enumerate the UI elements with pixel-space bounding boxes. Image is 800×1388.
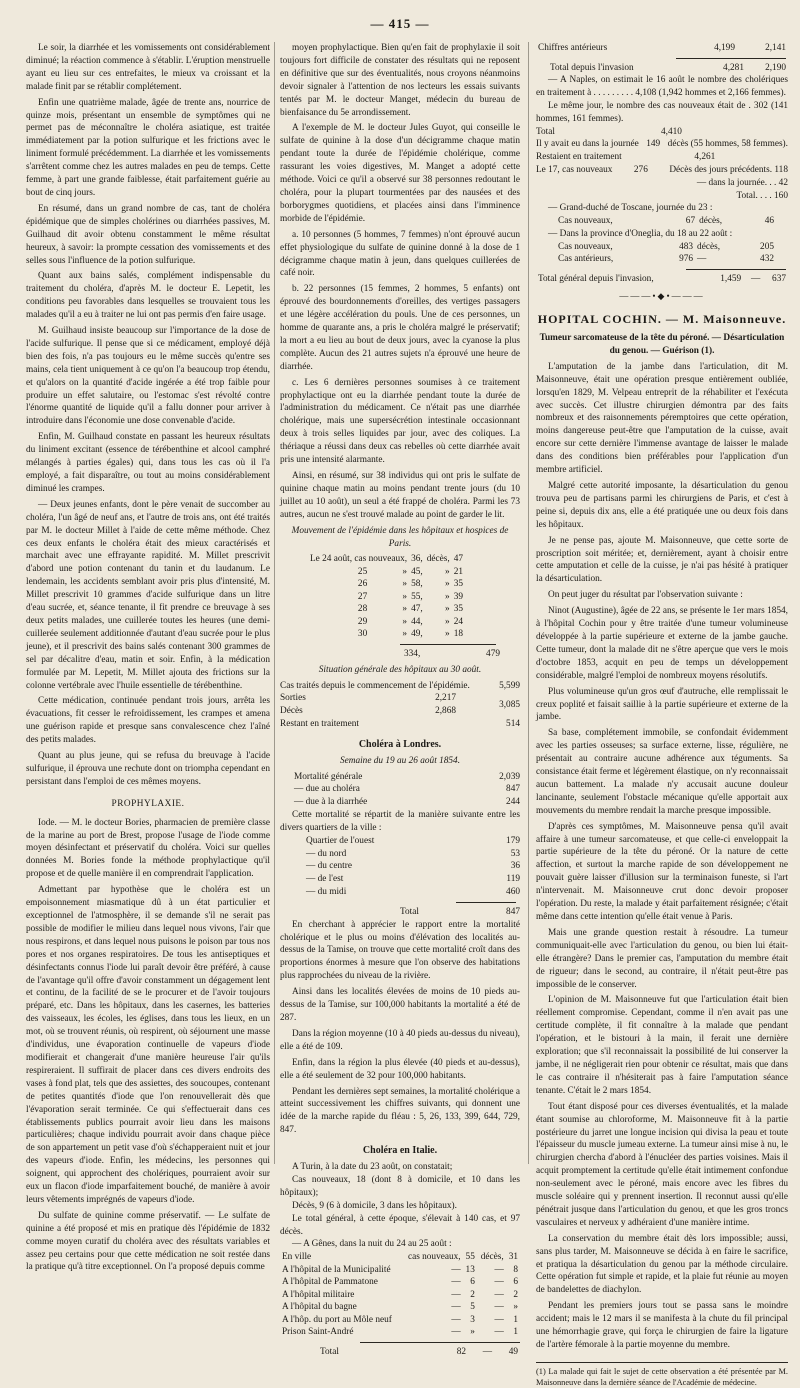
deaths-value: 39 — [453, 591, 463, 602]
paragraph: Pendant les dernières sept semaines, la mortalité cholérique a atteint successivement les chiffres suivants, qui donnent une idée de la marche rapide du fléau : 5, 26, 133, 399, 644, 729, 847. — [280, 1086, 520, 1136]
paragraph: Dans la région moyenne (10 à 40 pieds au-dessus du niveau), elle a été de 109. — [280, 1028, 520, 1052]
row-value: 36 — [510, 861, 520, 872]
paragraph: L'amputation de la jambe dans l'articulation, dit M. Maisonneuve, était une opération presque entièrement oubliée, lorsqu'en 1829, M. Velpeau entreprit de la réhabiliter et l'exécuta avec succès. Cet illustre chirurgien démontra par des faits nombreux et des raisonnements péremptoires que cette opération, moins dangereuse peut-être que l'amputation de la cuisse, avait encore sur cette dernière l'immense avantage de laisser le malade dans des conditions bien préférables pour l'application d'un membre artificiel. — [536, 361, 788, 476]
paragraph: Sa base, complétement immobile, se confondait évidemment avec les parties osseuses; sa surface externe, lisse, régulière, ne présentait au contraire aucune adhérence aux téguments. Sa consistance était ferme et légèrement élastique, on n'y reconnaissait aucun battement. La malade n'y accusait aucune douleur lancinante, seulement l'obstacle mécanique qu'elle apportait aux mouvements du membre rendait la marche presque impossible. — [536, 728, 788, 816]
cases-value: 3 — [470, 1314, 475, 1325]
row-label: Il y avait eu dans la journée — [536, 139, 639, 150]
row-value: 2,141 — [765, 43, 786, 53]
row-label: Prison Saint-André — [282, 1327, 354, 1338]
table-row — [308, 566, 465, 579]
row-value: 4,281 — [723, 62, 744, 73]
paragraph: M. Guilhaud insiste beaucoup sur l'importance de la dose de l'acide sulfurique. Il pense que si ce médicament, employé déjà bien des fois, n'a pas toujours eu le même succès qu'entre ses mains, cela tient uniquement à ce qu'on l'a beaucoup trop étendu, et qu'alors on la quantité d'acide ingérée a été trop faible pour produire un effet salutaire, ou l'estomac s'est révolté contre l'énorme quantité de liquide qu'il a fallu donner pour arriver à introduire dans l'économie une dose convenable d'acide. — [26, 326, 270, 427]
naples-row — [536, 164, 788, 177]
row-label: — de l'est — [306, 874, 344, 885]
footnote: (1) La malade qui fait le sujet de cette observation a été présentée par M. Maisonneuve dans la dernière séance de l'Académie de médecine. — [536, 1362, 788, 1388]
cell: 483 — [679, 241, 694, 252]
deaths-value: 21 — [453, 566, 463, 577]
paragraph: La conservation du membre était dès lors impossible; aussi, sans plus tarder, M. Maisonneuve se décida à en faire le sacrifice, et pratiqua la désarticulation du genou par la méthode circulaire. Cette opération fut simple et rapide, et la plaie fut réunie au moyen de bandelettes de diachylon. — [536, 1233, 788, 1296]
ditto-mark: » — [445, 566, 450, 577]
quartier-row — [306, 886, 520, 899]
row-value: 514 — [506, 719, 520, 730]
ditto-mark: » — [445, 616, 450, 627]
row-value: 847 — [506, 784, 520, 795]
table-row — [280, 1276, 520, 1289]
day-label: 28 — [357, 604, 368, 615]
mortality-row — [294, 783, 520, 796]
deaths-value: 2 — [513, 1289, 518, 1300]
paragraph: Tout étant disposé pour ces diverses éventualités, et la malade étant soumise au chloroforme, M. Maisonneuve fit à la partie postérieure du jarret une longue incision qui divisa la peau et toute l'épaisseur du muscle jumeau externe. La tumeur ainsi mise à nu, le chirurgien chercha d'abord à l'énucléer des parties voisines. Mais il acquit promptement la certitude qu'elle était intimement confondue non-seulement avec le péroné, mais encore avec les fibres du muscle soléaire qui y prennent insertion. Il reconnut aussi qu'elle pénétrait jusque dans l'articulation du genou, et que les gros troncs vasculaires et nerveux y adhéraient d'une manière intime. — [536, 1101, 788, 1228]
week-label: Semaine du 19 au 26 août 1854. — [339, 755, 461, 766]
column-left — [26, 42, 270, 1273]
cases-label: cas nouveaux, — [407, 1252, 461, 1263]
paragraph: — Grand-duché de Toscane, journée du 23 : — [548, 203, 713, 214]
divider — [676, 58, 786, 59]
deaths-value: 24 — [453, 616, 463, 627]
situation-row — [280, 680, 520, 693]
cases-label: — — [451, 1302, 461, 1313]
paragraph: c. Les 6 dernières personnes soumises à ce traitement prophylactique ont eu la diarrhée pendant toute la durée de l'administration du médicament. Ce n'était pas une diarrhée cholérique, mais une supersécrétion intestinale occasionnant deux à trois selles liquides par jour, avec des coliques. La thériaque a réussi dans deux cas rebelles où cette diarrhée avait pris une intensité alarmante. — [280, 377, 520, 466]
paragraph: Malgré cette autorité imposante, la désarticulation du genou trouva peu de partisans parmi les chirurgiens de Paris, et c'est à peine si, depuis dix ans, elle a été pratiquée une ou deux fois dans les hôpitaux. — [536, 481, 788, 530]
paragraph: — Dans la province d'Oneglia, du 18 au 22 août : — [548, 228, 733, 239]
deaths-label: — — [494, 1327, 504, 1338]
ditto-mark: » — [402, 566, 408, 577]
total-dash: — — [482, 1346, 492, 1357]
paragraph: Ainsi dans les localités élevées de moins de 10 pieds au-dessus de la Tamise, sur 100,000 habitants la mortalité a été de 287. — [280, 987, 520, 1023]
deaths-value: 35 — [453, 604, 463, 615]
deaths-label: — — [494, 1277, 504, 1288]
paragraph: Pendant les premiers jours tout se passa sans le moindre accident; mais le 12 mars il se manifesta à la chute du fil principal une hémorrhagie grave, qui força le chirurgien de faire la ligature de l'artère fémorale à la partie moyenne du membre. — [536, 1301, 788, 1350]
mortality-row — [294, 796, 520, 809]
cell: Total général depuis l'invasion, — [538, 273, 654, 284]
paragraph: b. 22 personnes (15 femmes, 2 hommes, 5 enfants) ont éprouvé des bourdonnements d'oreilles, des vertiges passagers et une légère accélération du pouls. Une de ces personnes, un homme de quarante ans, a pris le choléra malgré le préservatif; la mort a eu lieu au bout de deux jours, avec la cyanose la plus complète. Aucun des 21 autres sujets n'a éprouvé une heure de diarrhée. — [280, 284, 520, 372]
cases-value: 2 — [470, 1289, 475, 1300]
paragraph: Le soir, la diarrhée et les vomissements ont considérablement diminué; la réaction commence à s'établir. L'éruption menstruelle ayant eu lieu sur ces entrefaites, le mieux va croissant et la malade finit par se rétablir complétement. — [26, 43, 270, 92]
day-label: 27 — [357, 591, 368, 602]
total-deaths: 479 — [486, 648, 500, 659]
naples-total — [536, 62, 788, 75]
row-value: 149 — [646, 139, 661, 150]
row-label: — due au choléra — [294, 784, 360, 795]
section-title: Choléra à Londres. — [358, 738, 442, 750]
cases-label: — — [451, 1277, 461, 1288]
cell: Cas antérieurs, — [558, 254, 614, 265]
naples-row — [536, 126, 788, 139]
toscane-table — [556, 215, 776, 228]
cases-value: » — [470, 1327, 475, 1338]
cases-value: 58, — [411, 579, 423, 590]
row-label: Restant en traitement — [280, 719, 359, 730]
total-value: 847 — [506, 906, 520, 917]
row-label: Total depuis l'invasion — [550, 62, 634, 73]
ditto-mark: » — [402, 591, 408, 602]
ditto-mark: » — [402, 616, 408, 627]
row-label: Restaient en traitement — [536, 152, 622, 163]
situation-bracket — [280, 692, 520, 718]
row-label: Le 17, cas nouveaux — [536, 165, 613, 176]
table-row — [280, 1314, 520, 1327]
deaths-value: 1 — [513, 1314, 518, 1325]
quartiers-table — [280, 835, 520, 899]
paragraph: Enfin une quatrième malade, âgée de trente ans, nourrice de quinze mois, présentant un ensemble de symptômes qui ne permet pas de méconnaître le choléra asiatique, est traitée immédiatement par la potion sulfurique et les frictions avec le liniment formulé précédemment. La diarrhée et les vomissements s'arrêtent comme chez les autres malades en peu de temps. Cette femme, à part une grande faiblesse, était parfaitement guérie au bout de cinq jours. — [26, 97, 270, 198]
day-label: 30 — [357, 629, 368, 640]
deaths-value: 8 — [513, 1264, 518, 1275]
paragraph: Quant aux bains salés, complément indispensable du traitement du choléra, d'après M. le docteur E. Lepetit, les conditions peu favorables dans lesquelles se trouvaient tous les malades qu'il a eu à traiter ne lui ont pas permis d'en faire usage. — [26, 271, 270, 321]
table-row — [280, 1264, 520, 1277]
column-right — [536, 42, 788, 1387]
cases-value: 55, — [411, 591, 423, 602]
row-label: Total — [536, 126, 555, 137]
row-label: — du midi — [306, 887, 347, 898]
situation-row — [280, 705, 464, 718]
paragraph: a. 10 personnes (5 hommes, 7 femmes) n'ont éprouvé aucun effet physiologique du sulfate de quinine donné à la dose de 1 décigramme chaque matin à jeun, dans quelques cuillerées de café noir. — [280, 229, 520, 279]
london-mortality — [280, 771, 520, 809]
row-label: A l'hôp. du port au Môle neuf — [282, 1314, 392, 1325]
table-row — [308, 603, 465, 616]
deaths-value: 47 — [453, 554, 463, 565]
row-value: 179 — [506, 835, 520, 846]
epidemic-movement-table — [308, 553, 465, 641]
ditto-mark: » — [402, 604, 408, 615]
paragraph: Plus volumineuse qu'un gros œuf d'autruche, elle remplissait le creux poplité et faisait saillie à la partie supérieure et externe de la jambe. — [536, 686, 788, 723]
row-label: A l'hôpital militaire — [282, 1289, 355, 1300]
ditto-mark: » — [445, 579, 450, 590]
cell: décès, — [699, 216, 723, 227]
section-title: PROPHYLAXIE. — [111, 798, 185, 809]
cases-value: 47, — [411, 604, 423, 615]
divider — [400, 644, 496, 645]
row-label: En ville — [282, 1252, 312, 1263]
column-divider — [274, 42, 275, 1164]
row-label: Le 24 août, cas nouveaux, — [310, 554, 408, 565]
divider — [686, 269, 786, 270]
table-row — [536, 42, 788, 55]
naples-top — [536, 42, 788, 55]
table-row — [556, 241, 776, 254]
row-label: Sorties — [280, 693, 306, 704]
cell: 432 — [760, 254, 774, 265]
table-row — [308, 591, 465, 604]
table-row — [280, 1301, 520, 1314]
cell: — — [697, 254, 707, 265]
paragraph: Le même jour, le nombre des cas nouveaux était de . 302 (141 hommes, 161 femmes). — [536, 100, 788, 124]
deaths-label: décès, — [426, 554, 450, 565]
row-value: 2,217 — [435, 693, 456, 704]
cases-label: — — [451, 1314, 461, 1325]
cell: 976 — [679, 254, 694, 265]
column-divider — [528, 42, 529, 1164]
row-value: 5,599 — [499, 680, 520, 691]
paragraph: Quant au plus jeune, qui se refusa du breuvage à l'acide sulfurique, il éprouva une rechute dont on triompha cependant en persistant dans l'emploi de ces mêmes moyens. — [26, 751, 270, 787]
cases-label: — — [451, 1327, 461, 1338]
ditto-mark: » — [445, 591, 450, 602]
day-label: 25 — [357, 566, 368, 577]
row-label: Décès — [280, 706, 303, 717]
genes-table — [280, 1251, 520, 1339]
paragraph: Ainsi, en résumé, sur 38 individus qui ont pris le sulfate de quinine chaque matin au moins pendant trente jours (du 10 juillet au 10 août), un seul a été frappé de choléra. Parmi les 73 autres, aucun ne s'est trouvé malade au point de garder le lit. — [280, 471, 520, 520]
cases-value: 36, — [411, 554, 423, 565]
cases-value: 45, — [411, 566, 423, 577]
row-value: 2,868 — [435, 706, 456, 717]
total-label: Total — [320, 1346, 339, 1357]
table-title: Mouvement de l'épidémie dans les hôpitaux et hospices de Paris. — [291, 525, 509, 549]
deaths-label: — — [494, 1264, 504, 1275]
table-row — [280, 1289, 520, 1302]
paragraph: Enfin, M. Guilhaud constate en passant les heureux résultats du liniment excitant (essence de térébenthine et alcool camphré mélangés à parties égales) qui, dans tous les cas où il l'a employé, a fait disparaître, ou tout au moins considérablement diminué les crampes. — [26, 432, 270, 494]
paragraph: Iode. — M. le docteur Bories, pharmacien de première classe de la marine au port de Brest, propose l'usage de l'iode comme moyen désinfectant et préservatif du choléra. Voici sur quelles données M. Bories fonde la méthode prophylactique qu'il propose et de quelle manière il en comprendrait l'application. — [26, 817, 270, 880]
day-label: 29 — [357, 616, 368, 627]
cell: 46 — [764, 216, 774, 227]
total-deaths: 49 — [508, 1346, 518, 1357]
cell: Cas nouveaux, — [558, 216, 613, 227]
deaths-value: » — [513, 1302, 518, 1313]
row-value: 2,039 — [499, 771, 520, 782]
row-note: décès (55 hommes, 58 femmes). — [667, 139, 788, 150]
naples-row — [536, 190, 788, 203]
table-row — [308, 616, 465, 629]
bracket-sum: 3,085 — [499, 699, 520, 710]
cases-value: 5 — [470, 1302, 475, 1313]
deaths-label: — — [494, 1289, 504, 1300]
paragraph: Décès, 9 (6 à domicile, 3 dans les hôpitaux). — [292, 1200, 457, 1211]
paragraph: Je ne pense pas, ajoute M. Maisonneuve, que cette sorte de proscription soit méritée; et, dernièrement, ayant à choisir entre cette amputation et celle de la cuisse, je n'ai pas hésité à pratiquer la désarticulation. — [536, 535, 788, 585]
paragraph: Du sulfate de quinine comme préservatif. — Le sulfate de quinine a été proposé et mis en pratique dès l'épidémie de 1832 comme moyen curatif du choléra avec des résultats variables et assez peu certains pour que cette médication ne soit restée dans la pratique qu'à titre exceptionnel. On l'a proposé depuis comme — [26, 1210, 270, 1273]
row-value: 4,199 — [714, 43, 735, 53]
paragraph: Cas nouveaux, 18 (dont 8 à domicile, et 10 dans les hôpitaux); — [280, 1174, 520, 1198]
naples-row — [536, 177, 788, 190]
row-value: 460 — [506, 887, 520, 898]
paragraph: moyen prophylactique. Bien qu'en fait de prophylaxie il soit toujours fort difficile de constater des résultats qui ne reposent en définitive que sur des éventualités, nous croyons néanmoins devoir signaler à l'attention de nos lecteurs les essais suivants tentés par M. le docteur Manget, médecin du bureau de bienfaisance du 5e arrondissement. — [280, 43, 520, 118]
deaths-value: 18 — [453, 629, 463, 640]
cases-value: 6 — [470, 1277, 475, 1288]
paragraph: — A Gênes, dans la nuit du 24 au 25 août : — [292, 1239, 452, 1250]
total-cases: 82 — [456, 1346, 466, 1357]
naples-row — [536, 151, 788, 164]
cases-label: — — [451, 1289, 461, 1300]
deaths-value: 31 — [508, 1252, 518, 1263]
ditto-mark: » — [445, 604, 450, 615]
paragraph: A Turin, à la date du 23 août, on constatait; — [292, 1162, 453, 1173]
cases-value: 49, — [411, 629, 423, 640]
row-value: 4,410 — [661, 126, 682, 137]
ornament-divider: ———•◆•——— — [619, 291, 705, 302]
cases-value: 44, — [411, 616, 423, 627]
table-total-row — [280, 648, 500, 661]
paragraph: L'opinion de M. Maisonneuve fut que l'articulation était bien réellement compromise. Cependant, comme il n'en avait pas une certitude complète, il fit connaître à la malade que pendant l'opération, et le bistouri à la main, il ferait une dernière exploration; que s'il reconnaissait la possibilité de lui conserver la jambe, il ne négligerait rien pour obtenir ce résultat, mais que dans le cas contraire il n'hésiterait pas à faire l'amputation séance tenante. C'était le 2 mars 1854. — [536, 995, 788, 1096]
cell: — — [750, 273, 761, 284]
table-row — [280, 1251, 520, 1264]
cases-value: 13 — [465, 1264, 475, 1275]
cases-label: — — [451, 1264, 461, 1275]
situation-row — [280, 692, 464, 705]
table-row — [536, 62, 788, 75]
row-value: 4,261 — [694, 152, 716, 163]
quartier-row — [306, 835, 520, 848]
quartier-row — [306, 873, 520, 886]
table-row — [308, 628, 465, 641]
deaths-label: décès, — [480, 1252, 504, 1263]
paragraph: Mais une grande question restait à résoudre. La tumeur communiquait-elle avec l'articulation du genou, ou bien lui était-elle étrangère? Dans le premier cas, l'amputation du membre était de rigueur; dans le second, au contraire, il n'était peut-être pas impossible de le conserver. — [536, 927, 788, 990]
table-row — [308, 553, 465, 566]
row-label: — du centre — [306, 861, 352, 872]
naples-rows — [536, 126, 788, 203]
row-note: Total. . . . 160 — [736, 190, 788, 201]
page-number: — 415 — — [370, 16, 430, 31]
article-title: Tumeur sarcomateuse de la tête du péroné. — Désarticulation du genou. — Guérison (1). — [539, 333, 785, 356]
row-label: A l'hôpital de Pammatone — [282, 1277, 378, 1288]
row-value: 119 — [506, 874, 520, 885]
paragraph: On peut juger du résultat par l'observation suivante : — [548, 590, 743, 601]
cell: 637 — [772, 273, 786, 284]
divider — [456, 902, 516, 903]
cell: 1,459 — [720, 273, 742, 284]
deaths-label: — — [494, 1302, 504, 1313]
row-label: Chiffres antérieurs — [538, 43, 608, 53]
deaths-value: 6 — [513, 1277, 518, 1288]
section-title: Choléra en Italie. — [362, 1145, 438, 1157]
quartier-row — [306, 860, 520, 873]
paragraph: — A Naples, on estimait le 16 août le nombre des cholériques en traitement à . . . . . . . . . 4,108 (1,942 hommes et 2,166 femmes). — [536, 75, 788, 98]
mortality-row — [294, 771, 520, 784]
row-value: 2,190 — [765, 62, 786, 73]
ditto-mark: » — [445, 629, 450, 640]
row-label: Mortalité générale — [294, 771, 363, 782]
cell: 205 — [760, 241, 774, 252]
paragraph: Ninot (Augustine), âgée de 22 ans, se présente le 1er mars 1854, à l'hôpital Cochin pour y être traitée d'une tumeur volumineuse développée à la partie supérieure et externe de la jambe gauche. Cette tumeur, dont la malade dit ne s'être aperçue que vers le mois d'octobre 1853, acquit en peu de temps un développement considérable, malgré l'emploi de nombreux moyens résolutifs. — [536, 606, 788, 681]
oneglia-total — [536, 273, 788, 286]
row-label: Quartier de l'ouest — [306, 835, 375, 846]
paragraph: Cette mortalité se répartit de la manière suivante entre les divers quartiers de la ville : — [280, 810, 520, 833]
genes-total — [280, 1346, 520, 1359]
paragraph: Admettant par hypothèse que le choléra est un empoisonnement miasmatique dû à un état particulier et exceptionnel de l'atmosphère, il se demande s'il ne serait pas possible de modifier le milieu dans lequel nous vivons, l'air que nous respirons, et dans lequel nous puisons le poison par tous nos pores et nos organes respiratoires. De tous les antiseptiques et désinfectants connus l'iode lui paraît devoir être préféré, à cause de l'avantage qu'il offre d'avoir constamment un dégagement lent et continu, de la facilité de se le procurer et de l'avoir toujours préparé, etc. Dans les hôpitaux, dans les casernes, les batteries des vaisseaux, les écoles, les églises, dans tous les lieux, en un mot, où se trouvent réunis, où respirent, où séjournent une masse d'individus, une évaporation continuelle de vapeurs d'iode modifierait et changerait d'une manière heureuse l'air qu'ils respireraient. Il suffirait de placer dans ces divers endroits des vases à fond plat, tels que des assiettes, des soucoupes, contenant de petites quantités d'iode que l'on renouvellerait dès que l'évaporation serait terminée. Ce qui s'effectuerait dans ces établissements publics pourrait avoir lieu dans les maisons particulières; chaque individu pourrait avoir dans chaque pièce de son appartement un petit vase d'où s'échapperaient nuit et jour des vapeurs d'iode. Enfin, les médecins, les personnes qui soignent, qui approchent des cholériques, pourraient avoir sur eux un flacon d'iode imparfaitement bouché, de manière à avoir leurs vêtements imprégnés de vapeurs d'iode. — [26, 885, 270, 1205]
cases-value: 55 — [465, 1252, 475, 1263]
total-label: Total — [400, 906, 419, 917]
day-label: 26 — [357, 579, 368, 590]
article-body — [536, 361, 788, 1352]
deaths-value: 1 — [513, 1327, 518, 1338]
cell: décès, — [697, 241, 721, 252]
ditto-mark: » — [402, 579, 408, 590]
row-label: A l'hôpital de la Municipalité — [282, 1264, 391, 1275]
table-row — [536, 273, 788, 286]
paragraph: En résumé, dans un grand nombre de cas, tant de choléra épidémique que de simples cholérines ou diarrhées passives, M. Guilhaud dit avoir obtenu constamment le même résultat heureux, à savoir: la prompte cessation des vomissements et des selles sous l'influence de la potion sulfurique. — [26, 203, 270, 266]
italy-report — [280, 1161, 520, 1251]
deaths-value: 35 — [453, 579, 463, 590]
row-label: Cas traités depuis le commencement de l'épidémie. — [280, 680, 470, 691]
oneglia-table — [556, 241, 776, 266]
paragraph: En cherchant à apprécier le rapport entre la mortalité cholérique et le plus ou moins d'élévation des localités au-dessus de la Tamise, on trouve que cette mortalité croît dans des proportions énormes à mesure que l'on observe des habitations plus rapprochées du niveau de la rivière. — [280, 919, 520, 982]
total-cases: 334, — [404, 648, 421, 659]
row-value: 276 — [633, 165, 648, 176]
paragraph: Cette médication, continuée pendant trois jours, arrêta les évacuations, fit cesser le refroidissement, les crampes et amena une guérison rapide et presque sans convalescence chez l'aîné des petits malades. — [26, 696, 270, 746]
paragraph: Enfin, dans la région la plus élevée (40 pieds et au-dessus), elle a été seulement de 32 pour 100,000 habitants. — [280, 1057, 520, 1081]
paragraph: Le total général, à cette époque, s'élevait à 140 cas, et 97 décès. — [280, 1213, 520, 1237]
table-row — [280, 1326, 520, 1339]
row-label: — du nord — [306, 848, 347, 859]
cell: 67 — [685, 216, 696, 227]
row-value: 53 — [510, 848, 520, 859]
column-middle — [280, 42, 520, 1357]
row-note: — dans la journée. . . 42 — [696, 177, 788, 188]
row-value: 244 — [506, 797, 520, 808]
quartiers-total — [280, 906, 520, 919]
hospital-title: HOPITAL COCHIN. — M. Maisonneuve. — [537, 312, 787, 327]
table-row — [556, 253, 776, 266]
quartier-row — [306, 848, 520, 861]
paragraph: A l'exemple de M. le docteur Jules Guyot, qui conseille le sulfate de quinine à la dose d'un décigramme chaque matin pendant toute la durée de l'épidémie cholérique, comme rassurant les voies digestives, M. Manget a adopté cette méthode. Voici ce qu'il a observé sur 38 personnes redoutant le choléra, pour la plupart tourmentées par des nausées et des borborygmes quotidiens, et placées ainsi dans l'imminence morbide de l'épidémie. — [280, 123, 520, 224]
table-title: Situation générale des hôpitaux au 30 août. — [318, 664, 482, 675]
row-note: Décès des jours précédents. 118 — [669, 165, 788, 176]
ditto-mark: » — [402, 629, 408, 640]
deaths-label: — — [494, 1314, 504, 1325]
row-label: A l'hôpital du bagne — [282, 1302, 357, 1313]
divider — [360, 1342, 520, 1343]
table-row — [556, 215, 776, 228]
paragraph: D'après ces symptômes, M. Maisonneuve pensa qu'il avait affaire à une tumeur sarcomateuse, et que celle-ci enveloppait la partie supérieure de la tête du péroné. Or la nature de cette affection, et surtout la marche rapide de son développement ne pouvait guère laisser d'illusion sur la terminaison funeste, si l'art n'intervenait. M. Maisonneuve crut donc devoir proposer l'opération. Du reste, la malade y était parfaitement résignée; c'était même dans cette intention qu'elle était venue à Paris. — [536, 821, 788, 922]
row-label: — due à la diarrhée — [294, 797, 368, 808]
table-row — [308, 578, 465, 591]
situation-row — [280, 718, 520, 731]
naples-row — [536, 138, 788, 151]
paragraph: — Deux jeunes enfants, dont le père venait de succomber au choléra, l'un âgé de neuf ans, et l'autre de trois ans, ont été traités par M. le docteur Millet à l'aide de cette même méthode. Chez ces deux enfants le choléra était des mieux caractérisés et marchait avec une effrayante rapidité. M. Millet prescrivit d'abord une potion contenant du tanin et du laudanum. Le lendemain, les accidents semblant avoir pris plus d'intensité, M. Millet prescrivit 10 grammes d'acide sulfurique dans un litre d'eau sucrée, et, séance tenante, il fit prendre ce breuvage à ses deux petits malades, une cuillerée toutes les heures (une demi-cuillerée seulement additionnée d'autant d'eau sucrée pour le plus jeune), et il prescrivit des bains salés contenant 300 grammes de sel par décalitre d'eau, matin et soir. Enfin, à la médication formulée par M. Lepetit, M. Millet ajouta des frictions sur la colonne vertébrale avec l'huile essentielle de térébenthine. — [26, 499, 270, 691]
cell: Cas nouveaux, — [558, 241, 613, 252]
